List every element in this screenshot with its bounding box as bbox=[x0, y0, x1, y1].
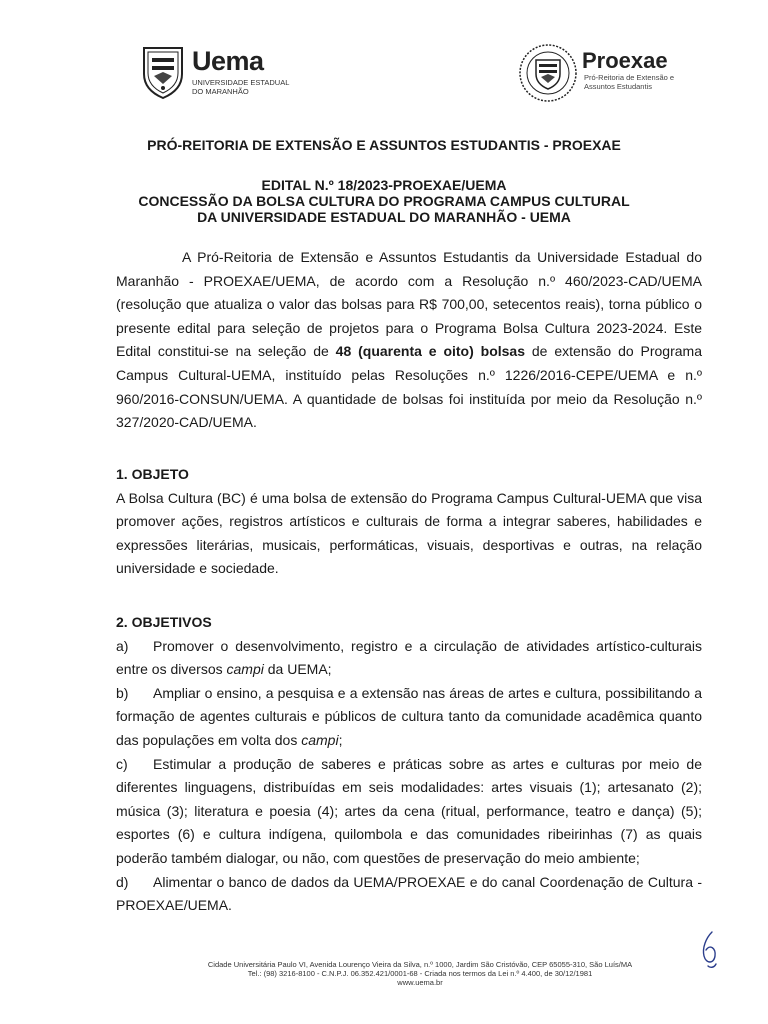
footer-line-contact: Tel.: (98) 3216-8100 - C.N.P.J. 06.352.421/0001-68 - Criada nos termos da Lei n.º 4.400, de 30/12/1981 bbox=[247, 969, 593, 978]
edital-title bbox=[0, 177, 768, 225]
signature-initials-icon bbox=[698, 930, 722, 970]
proexae-logo bbox=[518, 40, 688, 106]
footer-website: www.uema.br bbox=[397, 978, 443, 987]
uema-logo bbox=[140, 44, 300, 104]
section-objeto-text: A Bolsa Cultura (BC) é uma bolsa de extensão do Programa Campus Cultural-UEMA que visa promover ações, registros artísticos e culturais de forma a integrar saberes, habilidades e expressões literárias, musicais, performáticas, visuais, desportivas e outras, na relação universidade e sociedade. bbox=[116, 489, 702, 577]
section-objeto bbox=[116, 463, 702, 581]
uema-seal-icon bbox=[140, 44, 186, 100]
objetivo-item: a) Promover o desenvolvimento, registro e a circulação de atividades artístico-culturais entre os diversos campi da UEMA; bbox=[116, 637, 702, 678]
uema-logo-subtitle: UNIVERSIDADE ESTADUAL DO MARANHÃO bbox=[192, 78, 290, 96]
uema-logo-name: Uema bbox=[192, 46, 264, 76]
proexae-logo-subtitle: Pró-Reitoria de Extensão e Assuntos Estudantis bbox=[584, 73, 675, 91]
objetivo-item: c) Estimular a produção de saberes e práticas sobre as artes e culturas por meio de diferentes linguagens, distribuídas em seis modalidades: artes visuais (1); artesanato (2); música (3); literatura e poesia (4); artes da cena (ritual, performance, teatro e dança) (5); esportes (6) e cultura indígena, quilombola e das comunidades ribeirinhas (7) as quais poderão também dialogar, ou não, com questões de preservação do meio ambiente; bbox=[116, 755, 702, 866]
intro-bold-quantity: 48 (quarenta e oito) bolsas bbox=[335, 343, 526, 360]
edital-subject-line1: CONCESSÃO DA BOLSA CULTURA DO PROGRAMA CAMPUS CULTURAL bbox=[138, 193, 630, 209]
department-title: PRÓ-REITORIA DE EXTENSÃO E ASSUNTOS ESTUDANTIS - PROEXAE bbox=[147, 137, 621, 153]
section-objetivos-title: 2. OBJETIVOS bbox=[116, 614, 212, 630]
footer-address bbox=[150, 960, 690, 987]
section-objetivos bbox=[116, 611, 702, 918]
proexae-seal-icon bbox=[518, 40, 578, 106]
footer-line-address: Cidade Universitária Paulo VI, Avenida Lourenço Vieira da Silva, n.º 1000, Jardim São Cristóvão, CEP 65055-310, São Luís/MA bbox=[207, 960, 633, 969]
objetivo-item: b) Ampliar o ensino, a pesquisa e a extensão nas áreas de artes e cultura, possibilitando a formação de agentes culturais e públicos de cultura tanto da comunidade acadêmica quanto das populações em volta dos campi; bbox=[116, 684, 702, 748]
intro-paragraph: A Pró-Reitoria de Extensão e Assuntos Estudantis da Universidade Estadual do Maranhão - PROEXAE/UEMA, de acordo com a Resolução n.º 460/2023-CAD/UEMA (resolução que atualiza o valor das bolsas para R$ 700,00, setecentos reais), torna público o presente edital para seleção de projetos para o Programa Bolsa Cultura 2023-2024. Este Edital constitui-se na seleção de 48 (quarenta e oito) bolsas de extensão do Programa Campus Cultural-UEMA, instituído pelas Resoluções n.º 1226/2016-CEPE/UEMA e n.º 960/2016-CONSUN/UEMA. A quantidade de bolsas foi instituída por meio da Resolução n.º 327/2020-CAD/UEMA. bbox=[116, 249, 702, 431]
proexae-logo-name: Proexae bbox=[582, 48, 668, 73]
edital-subject-line2: DA UNIVERSIDADE ESTADUAL DO MARANHÃO - UEMA bbox=[197, 209, 571, 225]
section-objeto-title: 1. OBJETO bbox=[116, 466, 189, 482]
objetivo-item: d) Alimentar o banco de dados da UEMA/PROEXAE e do canal Coordenação de Cultura - PROEXAE/UEMA. bbox=[116, 873, 702, 914]
edital-number: EDITAL N.º 18/2023-PROEXAE/UEMA bbox=[261, 177, 507, 193]
